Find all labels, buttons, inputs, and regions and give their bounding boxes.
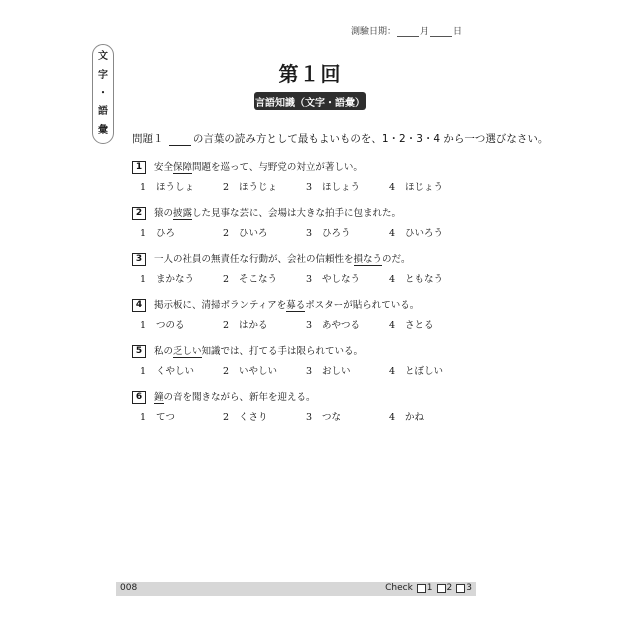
option-number: 1	[140, 412, 147, 423]
option-number: 2	[223, 228, 230, 239]
side-tab-char: 語	[98, 106, 108, 118]
option-text: ひろう	[322, 228, 351, 239]
question-number: 2	[132, 207, 146, 220]
answer-option[interactable]	[223, 317, 306, 331]
instruction-text: の言葉の読み方として最もよいものを、1・2・3・4 から一つ選びなさい。	[192, 133, 549, 145]
answer-option[interactable]	[140, 179, 223, 193]
check-label: Check	[385, 583, 413, 593]
stem-underlined-word: 披露	[173, 208, 193, 219]
answer-option[interactable]	[223, 179, 306, 193]
option-text: ほうじょ	[239, 182, 278, 193]
answer-option[interactable]	[223, 363, 306, 377]
stem-underlined-word: 損なう	[353, 254, 383, 265]
option-number: 1	[140, 320, 147, 331]
answer-option[interactable]	[223, 225, 306, 239]
stem-underlined-word: 乏しい	[173, 346, 202, 357]
option-text: ひいろ	[239, 228, 268, 239]
question-stem	[132, 298, 472, 314]
question-item	[132, 160, 472, 193]
side-tab-char: ・	[98, 87, 108, 99]
stem-underlined-word: 鐘	[154, 392, 164, 403]
answer-option[interactable]	[306, 409, 389, 423]
option-number: 4	[389, 182, 396, 193]
option-number: 3	[306, 182, 313, 193]
option-text: やしなう	[322, 274, 361, 285]
option-text: あやつる	[322, 320, 361, 331]
side-tab-char: 字	[98, 69, 108, 81]
checkbox-icon[interactable]	[437, 584, 446, 593]
answer-option[interactable]	[140, 271, 223, 285]
check-item-label: 3	[466, 583, 472, 593]
stem-before: 猿の	[154, 208, 174, 219]
question-stem	[132, 344, 472, 360]
question-number: 5	[132, 345, 146, 358]
answer-option[interactable]	[389, 409, 472, 423]
date-label: 測驗日期：	[350, 27, 396, 37]
check-item-label: 1	[426, 583, 433, 593]
side-tab-char: 彙	[98, 124, 108, 136]
day-label: 日	[452, 27, 462, 37]
option-text: まかなう	[156, 274, 195, 285]
option-number: 2	[223, 366, 230, 377]
answer-options	[132, 225, 472, 239]
answer-option[interactable]	[389, 179, 472, 193]
question-number: 6	[132, 391, 146, 404]
option-text: ほしょう	[322, 182, 361, 193]
option-text: ほじょう	[405, 182, 444, 193]
option-text: おしい	[322, 366, 351, 377]
option-number: 1	[140, 228, 147, 239]
option-text: かね	[405, 412, 425, 423]
option-text: いやしい	[239, 366, 278, 377]
section-title-badge	[254, 92, 366, 110]
answer-option[interactable]	[140, 225, 223, 239]
option-number: 2	[223, 412, 230, 423]
stem-underlined-word: 保障	[173, 162, 193, 173]
answer-option[interactable]	[140, 363, 223, 377]
answer-options	[132, 363, 472, 377]
option-text: ともなう	[405, 274, 444, 285]
stem-before: 私の	[154, 346, 174, 357]
answer-option[interactable]	[306, 179, 389, 193]
answer-option[interactable]	[306, 363, 389, 377]
stem-underlined-word: 募る	[286, 300, 306, 311]
option-number: 4	[389, 274, 396, 285]
stem-after: の音を聞きながら、新年を迎える。	[163, 392, 316, 403]
option-text: ひいろう	[405, 228, 444, 239]
test-date-line	[351, 24, 462, 37]
answer-options	[132, 409, 472, 423]
option-number: 1	[140, 182, 147, 193]
option-number: 3	[306, 274, 313, 285]
question-item	[132, 390, 472, 423]
option-number: 2	[223, 182, 230, 193]
month-label: 月	[419, 27, 429, 37]
question-stem	[132, 390, 472, 406]
question-number: 1	[132, 161, 146, 174]
stem-before: 一人の社員の無責任な行動が、会社の信頼性を	[154, 254, 354, 265]
page-footer-bar	[116, 582, 476, 596]
option-text: くやしい	[156, 366, 195, 377]
option-text: つのる	[156, 320, 185, 331]
check-tracker	[385, 583, 472, 593]
answer-option[interactable]	[223, 409, 306, 423]
side-tab-char: 文	[98, 51, 108, 63]
answer-option[interactable]	[140, 317, 223, 331]
option-text: ひろ	[156, 228, 176, 239]
answer-option[interactable]	[389, 225, 472, 239]
answer-option[interactable]	[306, 225, 389, 239]
answer-options	[132, 271, 472, 285]
option-text: ほうしょ	[156, 182, 195, 193]
question-stem	[132, 160, 472, 176]
day-blank[interactable]	[430, 27, 452, 37]
stem-after: ポスターが貼られている。	[305, 300, 420, 311]
question-number: 4	[132, 299, 146, 312]
checkbox-icon[interactable]	[417, 584, 426, 593]
check-item-label: 2	[446, 583, 453, 593]
option-number: 3	[306, 366, 313, 377]
option-text: とぼしい	[405, 366, 444, 377]
answer-option[interactable]	[389, 317, 472, 331]
question-item	[132, 344, 472, 377]
checkbox-icon[interactable]	[456, 584, 465, 593]
answer-option[interactable]	[389, 271, 472, 285]
option-number: 1	[140, 366, 147, 377]
option-number: 4	[389, 320, 396, 331]
stem-before: 掲示板に、清掃ボランティアを	[154, 300, 287, 311]
question-item	[132, 206, 472, 239]
answer-options	[132, 317, 472, 331]
option-number: 4	[389, 228, 396, 239]
stem-after: した見事な芸に、会場は大きな拍手に包まれた。	[192, 208, 402, 219]
question-item	[132, 298, 472, 331]
page-title: 第１回	[278, 62, 342, 86]
section-title: 言語知識（文字・語彙）	[255, 97, 365, 109]
option-number: 2	[223, 274, 230, 285]
option-number: 3	[306, 228, 313, 239]
answer-options	[132, 179, 472, 193]
stem-before: 安全	[154, 162, 174, 173]
option-text: てつ	[156, 412, 176, 423]
option-text: はかる	[239, 320, 268, 331]
question-number: 3	[132, 253, 146, 266]
answer-option[interactable]	[306, 271, 389, 285]
option-number: 3	[306, 412, 313, 423]
page-number: 008	[120, 583, 138, 593]
question-stem	[132, 252, 472, 268]
answer-option[interactable]	[389, 363, 472, 377]
option-text: そこなう	[239, 274, 278, 285]
month-blank[interactable]	[397, 27, 419, 37]
option-number: 4	[389, 412, 396, 423]
option-text: つな	[322, 412, 342, 423]
option-number: 2	[223, 320, 230, 331]
stem-after: 知識では、打てる手は限られている。	[201, 346, 364, 357]
instruction-prefix: 問題１	[132, 133, 164, 145]
question-stem	[132, 206, 472, 222]
question-item	[132, 252, 472, 285]
answer-option[interactable]	[306, 317, 389, 331]
answer-option[interactable]	[140, 409, 223, 423]
option-number: 4	[389, 366, 396, 377]
stem-after: 問題を巡って、与野党の対立が著しい。	[192, 162, 363, 173]
option-number: 3	[306, 320, 313, 331]
question-instruction	[132, 131, 549, 146]
answer-option[interactable]	[223, 271, 306, 285]
stem-after: のだ。	[382, 254, 411, 265]
option-number: 1	[140, 274, 147, 285]
option-text: さとる	[405, 320, 434, 331]
underline-marker	[169, 135, 191, 146]
option-text: くさり	[239, 412, 268, 423]
